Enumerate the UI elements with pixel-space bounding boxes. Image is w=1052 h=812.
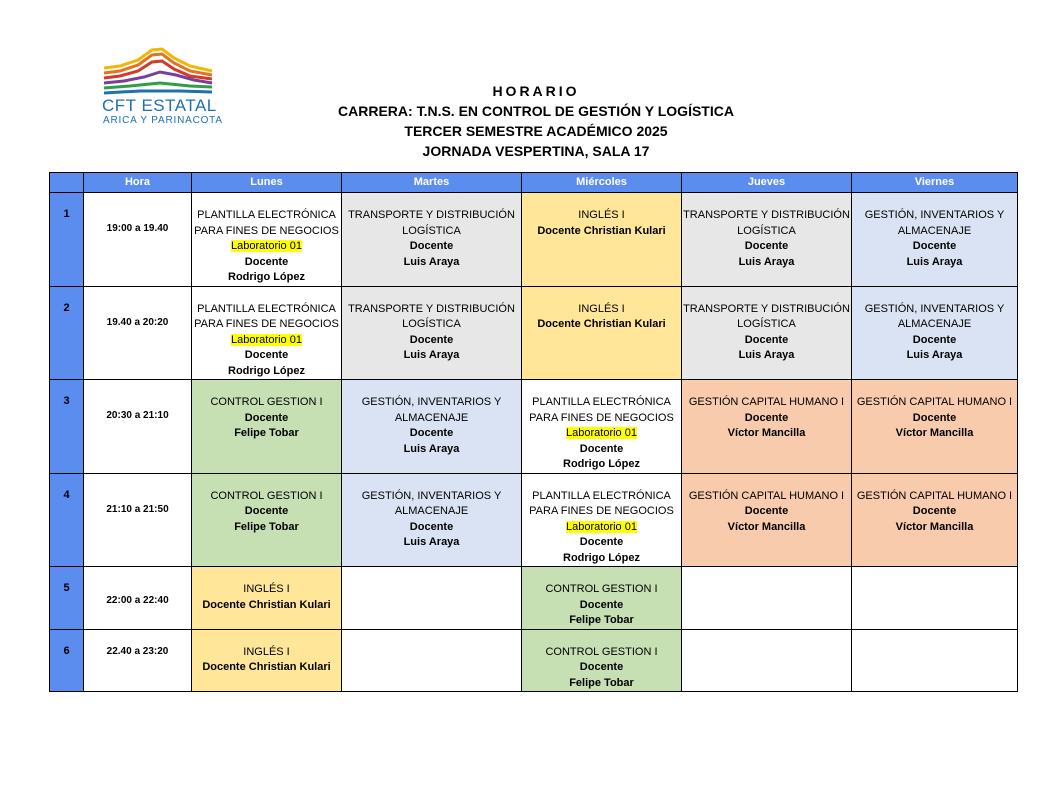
column-header-miercoles: Miércoles — [522, 173, 682, 193]
row-number: 2 — [50, 286, 84, 380]
column-header-num — [50, 173, 84, 193]
table-header-row — [50, 173, 1018, 193]
course-name-line: GESTIÓN CAPITAL HUMANO I — [688, 489, 845, 502]
class-cell — [682, 193, 852, 287]
class-cell — [522, 473, 682, 567]
course-name-line: TRANSPORTE Y DISTRIBUCIÓN — [683, 302, 850, 315]
teacher-name: Rodrigo López — [228, 271, 305, 283]
class-cell — [852, 473, 1018, 567]
course-name-line: ALMACENAJE — [394, 505, 469, 517]
class-cell — [342, 193, 522, 287]
class-cell — [852, 286, 1018, 380]
teacher-label: Docente — [912, 333, 957, 346]
course-name-line: LOGÍSTICA — [737, 318, 796, 330]
course-name-line: GESTIÓN, INVENTARIOS Y — [864, 302, 1005, 315]
teacher-name: Víctor Mancilla — [895, 520, 974, 533]
class-cell — [522, 629, 682, 692]
course-name-line: ALMACENAJE — [897, 318, 972, 330]
teacher-label: Docente — [744, 333, 789, 346]
column-header-lunes: Lunes — [192, 173, 342, 193]
class-cell — [192, 567, 342, 630]
class-cell — [682, 380, 852, 474]
table-row — [50, 629, 1018, 692]
course-name-line: ALMACENAJE — [897, 224, 972, 237]
time-slot: 21:10 a 21:50 — [84, 473, 192, 567]
teacher-name: Felipe Tobar — [569, 614, 634, 626]
class-cell — [522, 567, 682, 630]
empty-cell — [852, 629, 1018, 692]
room-label: Laboratorio 01 — [231, 333, 302, 346]
class-cell — [522, 286, 682, 380]
row-number: 1 — [50, 193, 84, 287]
teacher-label: Docente — [912, 411, 957, 424]
class-cell — [682, 286, 852, 380]
course-name-line: PARA FINES DE NEGOCIOS — [529, 505, 674, 517]
class-cell — [682, 473, 852, 567]
career-title: CARRERA: T.N.S. EN CONTROL DE GESTIÓN Y LOGÍSTICA — [338, 103, 734, 119]
teacher-name: Felipe Tobar — [234, 520, 299, 533]
row-number: 4 — [50, 473, 84, 567]
class-cell — [522, 380, 682, 474]
empty-cell — [682, 629, 852, 692]
course-name-line: INGLÉS I — [578, 302, 625, 315]
table-row — [50, 193, 1018, 287]
document-header — [236, 81, 836, 161]
time-slot: 22.40 a 23:20 — [84, 629, 192, 692]
course-name-line: INGLÉS I — [243, 583, 290, 595]
room-label: Laboratorio 01 — [566, 427, 637, 439]
course-name-line: CONTROL GESTION I — [210, 396, 323, 408]
teacher-name: Docente Christian Kulari — [202, 661, 331, 673]
empty-cell — [852, 567, 1018, 630]
course-name-line: CONTROL GESTION I — [545, 583, 658, 595]
course-name-line: LOGÍSTICA — [402, 224, 461, 237]
teacher-name: Luis Araya — [906, 349, 963, 361]
course-name-line: INGLÉS I — [578, 209, 625, 221]
time-slot: 22:00 a 22:40 — [84, 567, 192, 630]
teacher-label: Docente — [244, 349, 289, 361]
class-cell — [192, 193, 342, 287]
class-cell — [342, 380, 522, 474]
teacher-name: Luis Araya — [403, 255, 460, 268]
course-name-line: GESTIÓN CAPITAL HUMANO I — [856, 489, 1013, 502]
teacher-label: Docente — [244, 411, 289, 424]
course-name-line: TRANSPORTE Y DISTRIBUCIÓN — [348, 209, 515, 221]
course-name-line: TRANSPORTE Y DISTRIBUCIÓN — [348, 302, 515, 315]
course-name-line: LOGÍSTICA — [402, 318, 461, 330]
class-cell — [522, 193, 682, 287]
teacher-name: Docente Christian Kulari — [537, 224, 666, 237]
logo-region: ARICA Y PARINACOTA — [103, 115, 223, 126]
shift-title: JORNADA VESPERTINA, SALA 17 — [422, 143, 650, 159]
course-name-line: INGLÉS I — [243, 645, 290, 658]
teacher-name: Rodrigo López — [563, 458, 640, 470]
page-title: HORARIO — [492, 83, 580, 99]
teacher-label: Docente — [744, 411, 789, 424]
course-name-line: GESTIÓN, INVENTARIOS Y — [864, 209, 1005, 221]
schedule-table — [49, 172, 1018, 692]
teacher-label: Docente — [579, 661, 624, 673]
course-name-line: CONTROL GESTION I — [210, 489, 323, 502]
course-name-line: GESTIÓN CAPITAL HUMANO I — [688, 396, 845, 408]
course-name-line: PLANTILLA ELECTRÓNICA — [532, 396, 671, 408]
logo-name: CFT ESTATAL — [102, 96, 217, 115]
table-row — [50, 380, 1018, 474]
semester-title: TERCER SEMESTRE ACADÉMICO 2025 — [404, 123, 668, 139]
row-number: 5 — [50, 567, 84, 630]
column-header-martes: Martes — [342, 173, 522, 193]
course-name-line: GESTIÓN, INVENTARIOS Y — [361, 396, 502, 408]
class-cell — [192, 380, 342, 474]
teacher-label: Docente — [744, 240, 789, 252]
class-cell — [342, 473, 522, 567]
table-row — [50, 567, 1018, 630]
course-name-line: LOGÍSTICA — [737, 224, 796, 237]
table-row — [50, 286, 1018, 380]
room-label: Laboratorio 01 — [231, 240, 302, 252]
course-name-line: PLANTILLA ELECTRÓNICA — [532, 489, 671, 502]
course-name-line: ALMACENAJE — [394, 411, 469, 424]
course-name-line: PARA FINES DE NEGOCIOS — [529, 411, 674, 424]
teacher-name: Luis Araya — [403, 349, 460, 361]
course-name-line: PARA FINES DE NEGOCIOS — [194, 318, 339, 330]
column-header-jueves: Jueves — [682, 173, 852, 193]
teacher-name: Luis Araya — [403, 536, 460, 548]
room-label: Laboratorio 01 — [566, 520, 637, 533]
class-cell — [342, 286, 522, 380]
teacher-name: Docente Christian Kulari — [202, 598, 331, 611]
teacher-label: Docente — [579, 442, 624, 455]
class-cell — [852, 193, 1018, 287]
column-header-viernes: Viernes — [852, 173, 1018, 193]
teacher-label: Docente — [912, 240, 957, 252]
class-cell — [192, 473, 342, 567]
teacher-name: Víctor Mancilla — [727, 427, 806, 439]
time-slot: 19:00 a 19.40 — [84, 193, 192, 287]
teacher-name: Víctor Mancilla — [727, 520, 806, 533]
teacher-label: Docente — [912, 505, 957, 517]
teacher-name: Luis Araya — [403, 442, 460, 455]
teacher-name: Rodrigo López — [228, 364, 305, 377]
time-slot: 20:30 a 21:10 — [84, 380, 192, 474]
course-name-line: TRANSPORTE Y DISTRIBUCIÓN — [683, 209, 850, 221]
class-cell — [852, 380, 1018, 474]
course-name-line: GESTIÓN CAPITAL HUMANO I — [856, 396, 1013, 408]
empty-cell — [342, 629, 522, 692]
time-slot: 19.40 a 20:20 — [84, 286, 192, 380]
course-name-line: CONTROL GESTION I — [545, 645, 658, 658]
teacher-label: Docente — [244, 505, 289, 517]
teacher-name: Felipe Tobar — [234, 427, 299, 439]
class-cell — [192, 286, 342, 380]
course-name-line: PLANTILLA ELECTRÓNICA — [197, 209, 336, 221]
teacher-label: Docente — [579, 598, 624, 611]
class-cell — [192, 629, 342, 692]
teacher-label: Docente — [409, 520, 454, 533]
teacher-label: Docente — [244, 255, 289, 268]
course-name-line: PLANTILLA ELECTRÓNICA — [197, 302, 336, 315]
empty-cell — [342, 567, 522, 630]
teacher-name: Luis Araya — [738, 349, 795, 361]
table-row — [50, 473, 1018, 567]
teacher-name: Víctor Mancilla — [895, 427, 974, 439]
teacher-name: Rodrigo López — [563, 551, 640, 564]
empty-cell — [682, 567, 852, 630]
teacher-label: Docente — [579, 536, 624, 548]
row-number: 3 — [50, 380, 84, 474]
teacher-label: Docente — [744, 505, 789, 517]
teacher-label: Docente — [409, 427, 454, 439]
teacher-label: Docente — [409, 333, 454, 346]
course-name-line: GESTIÓN, INVENTARIOS Y — [361, 489, 502, 502]
row-number: 6 — [50, 629, 84, 692]
column-header-hora: Hora — [84, 173, 192, 193]
teacher-name: Felipe Tobar — [569, 676, 634, 689]
teacher-name: Docente Christian Kulari — [537, 318, 666, 330]
teacher-label: Docente — [409, 240, 454, 252]
teacher-name: Luis Araya — [906, 255, 963, 268]
course-name-line: PARA FINES DE NEGOCIOS — [194, 224, 339, 237]
teacher-name: Luis Araya — [738, 255, 795, 268]
